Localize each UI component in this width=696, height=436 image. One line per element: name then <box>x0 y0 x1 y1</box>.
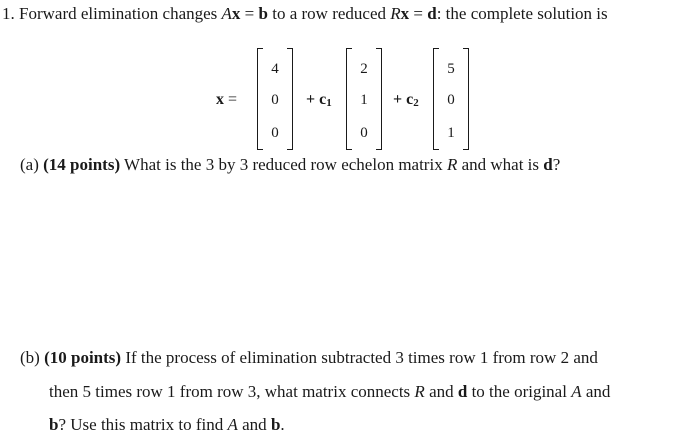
vector-entry: 0 <box>360 125 368 141</box>
vector-entry: 2 <box>360 61 368 77</box>
part-a: (a) (14 points) What is the 3 by 3 reduced row echelon matrix R and what is d? <box>20 155 561 174</box>
vector-entry: 4 <box>271 61 279 77</box>
special-solution-1-vector <box>346 48 382 148</box>
vector-entry: 0 <box>447 92 455 108</box>
particular-solution-vector <box>257 48 293 148</box>
vector-entry: 1 <box>447 125 455 141</box>
vector-entry: 1 <box>360 92 368 108</box>
x-equals: x = <box>216 91 238 108</box>
problem-number: 1. <box>2 4 15 23</box>
vector-entry: 0 <box>271 92 279 108</box>
part-b-line-2: then 5 times row 1 from row 3, what matrix connects R and d to the original A and <box>49 382 611 401</box>
plus-c1: + $c_1$ <box>306 91 332 109</box>
vector-entry: 0 <box>271 125 279 141</box>
problem-statement: 1. Forward elimination changes Ax = b to a row reduced Rx = d: the complete solution is <box>2 4 608 23</box>
special-solution-2-vector <box>433 48 469 148</box>
vector-entry: 5 <box>447 61 455 77</box>
part-b-line-3: b? Use this matrix to find A and b. <box>49 415 285 434</box>
part-b-line-1: (b) (10 points) If the process of elimination subtracted 3 times row 1 from row 2 and <box>20 348 598 367</box>
plus-c2: + $c_2$ <box>393 91 419 109</box>
